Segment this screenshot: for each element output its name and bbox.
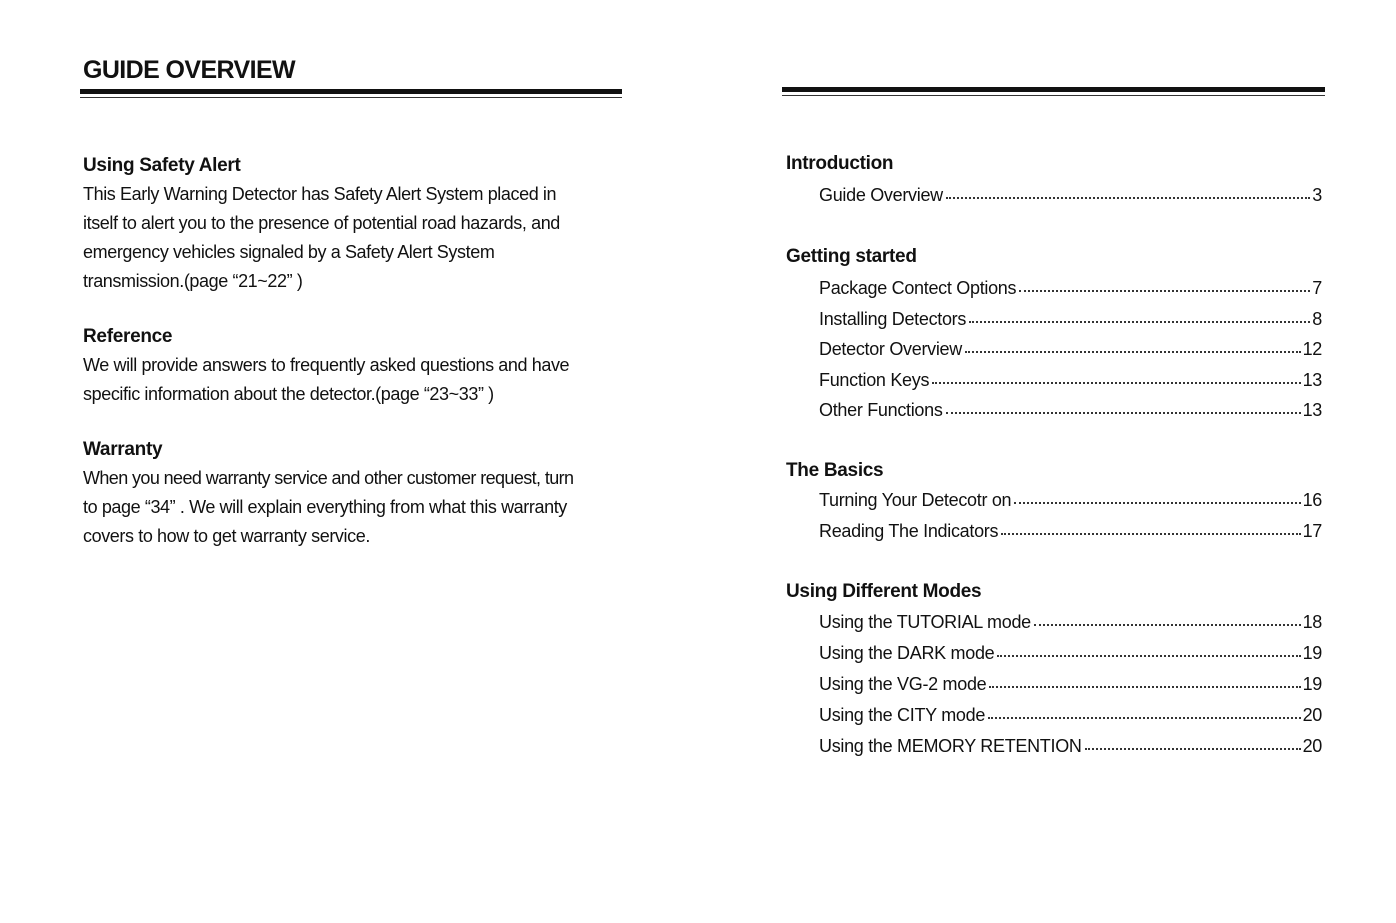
toc-entry [819, 485, 1322, 516]
section-warranty [83, 438, 573, 551]
toc-group-heading: Introduction [786, 153, 894, 174]
body-line: This Early Warning Detector has Safety Alert System placed in [83, 184, 557, 204]
toc-entry-page: 19 [1302, 674, 1322, 694]
dot-leader [965, 351, 1301, 353]
dot-leader [997, 655, 1300, 657]
section-reference [83, 325, 569, 409]
dot-leader [946, 197, 1310, 199]
toc-entry-label: Using the VG-2 mode [819, 674, 987, 694]
toc-entries [819, 273, 1322, 426]
toc-rule-thick [782, 87, 1325, 92]
body-line: covers to how to get warranty service. [83, 526, 370, 546]
toc-entry-page: 20 [1302, 705, 1322, 725]
toc-entry-label: Using the CITY mode [819, 705, 986, 725]
toc-entry-label: Other Functions [819, 400, 943, 420]
section-heading: Using Safety Alert [83, 155, 241, 176]
toc-entry [819, 516, 1322, 547]
toc-entry-page: 13 [1302, 400, 1322, 420]
toc-entry [819, 731, 1322, 762]
body-line: to page “34” . We will explain everything from what this warranty [83, 497, 567, 517]
body-line: transmission.(page “21~22” ) [83, 271, 303, 291]
toc-entry [819, 395, 1322, 426]
body-line: itself to alert you to the presence of potential road hazards, and [83, 213, 560, 233]
toc-entry [819, 334, 1322, 365]
body-line: emergency vehicles signaled by a Safety Alert System [83, 242, 495, 262]
toc-entry [819, 304, 1322, 335]
section-body [83, 351, 569, 409]
toc-entry-page: 12 [1302, 339, 1322, 359]
toc-entry-label: Using the DARK mode [819, 643, 995, 663]
dot-leader [946, 412, 1301, 414]
toc-entry [819, 669, 1322, 700]
toc-group-using-different-modes [786, 580, 1322, 762]
title-rule-thin [80, 97, 622, 98]
toc-group-heading: Getting started [786, 246, 917, 267]
dot-leader [988, 717, 1301, 719]
toc-entries [819, 607, 1322, 762]
toc-entry-page: 18 [1302, 612, 1322, 632]
body-line: We will provide answers to frequently asked questions and have [83, 355, 570, 375]
toc-group-the-basics [786, 459, 1322, 546]
toc-group-introduction [786, 152, 1322, 211]
right-page-table-of-contents [698, 0, 1396, 923]
toc-entry-page: 13 [1302, 369, 1322, 390]
toc-group-getting-started [786, 245, 1322, 426]
toc-entry-label: Using the MEMORY RETENTION [819, 736, 1082, 756]
section-heading: Reference [83, 326, 173, 347]
dot-leader [1019, 290, 1310, 292]
dot-leader [989, 686, 1300, 688]
toc-entry-page: 16 [1302, 490, 1322, 510]
toc-entry [819, 180, 1322, 211]
toc-entry-page: 7 [1312, 278, 1322, 298]
toc-entries [819, 485, 1322, 546]
toc-group-heading: The Basics [786, 460, 884, 481]
toc-entry-page: 19 [1302, 643, 1322, 663]
section-safety-alert [83, 154, 560, 296]
toc-entry-label: Using the TUTORIAL mode [819, 612, 1031, 632]
toc-entry [819, 700, 1322, 731]
toc-entry [819, 365, 1322, 396]
body-line: When you need warranty service and other customer request, turn [83, 468, 574, 488]
toc-entry [819, 607, 1322, 638]
dot-leader [1085, 748, 1301, 750]
toc-entry [819, 273, 1322, 304]
title-rule-thick [80, 89, 622, 94]
dot-leader [1034, 624, 1301, 626]
dot-leader [969, 321, 1310, 323]
dot-leader [1001, 533, 1300, 535]
toc-entry-label: Turning Your Detecotr on [819, 490, 1012, 510]
toc-entry-label: Guide Overview [819, 185, 943, 205]
body-line: specific information about the detector.(page “23~33” ) [83, 384, 494, 404]
toc-group-heading: Using Different Modes [786, 581, 982, 602]
toc-entry-page: 8 [1312, 308, 1322, 329]
dot-leader [932, 382, 1300, 384]
toc-entries [819, 180, 1322, 211]
section-heading: Warranty [83, 439, 163, 460]
section-body [83, 464, 573, 551]
toc-entry-label: Package Contect Options [819, 278, 1017, 298]
toc-entry-page: 3 [1312, 185, 1322, 205]
toc-entry-page: 17 [1302, 520, 1322, 541]
section-body [83, 180, 560, 296]
toc-entry-page: 20 [1302, 736, 1322, 756]
toc-entry [819, 638, 1322, 669]
toc-entry-label: Installing Detectors [819, 308, 967, 329]
toc-entry-label: Function Keys [819, 369, 930, 390]
toc-entry-label: Detector Overview [819, 339, 962, 359]
dot-leader [1014, 502, 1300, 504]
toc-rule-thin [782, 95, 1325, 96]
page-title: GUIDE OVERVIEW [83, 56, 296, 84]
toc-entry-label: Reading The Indicators [819, 520, 999, 541]
